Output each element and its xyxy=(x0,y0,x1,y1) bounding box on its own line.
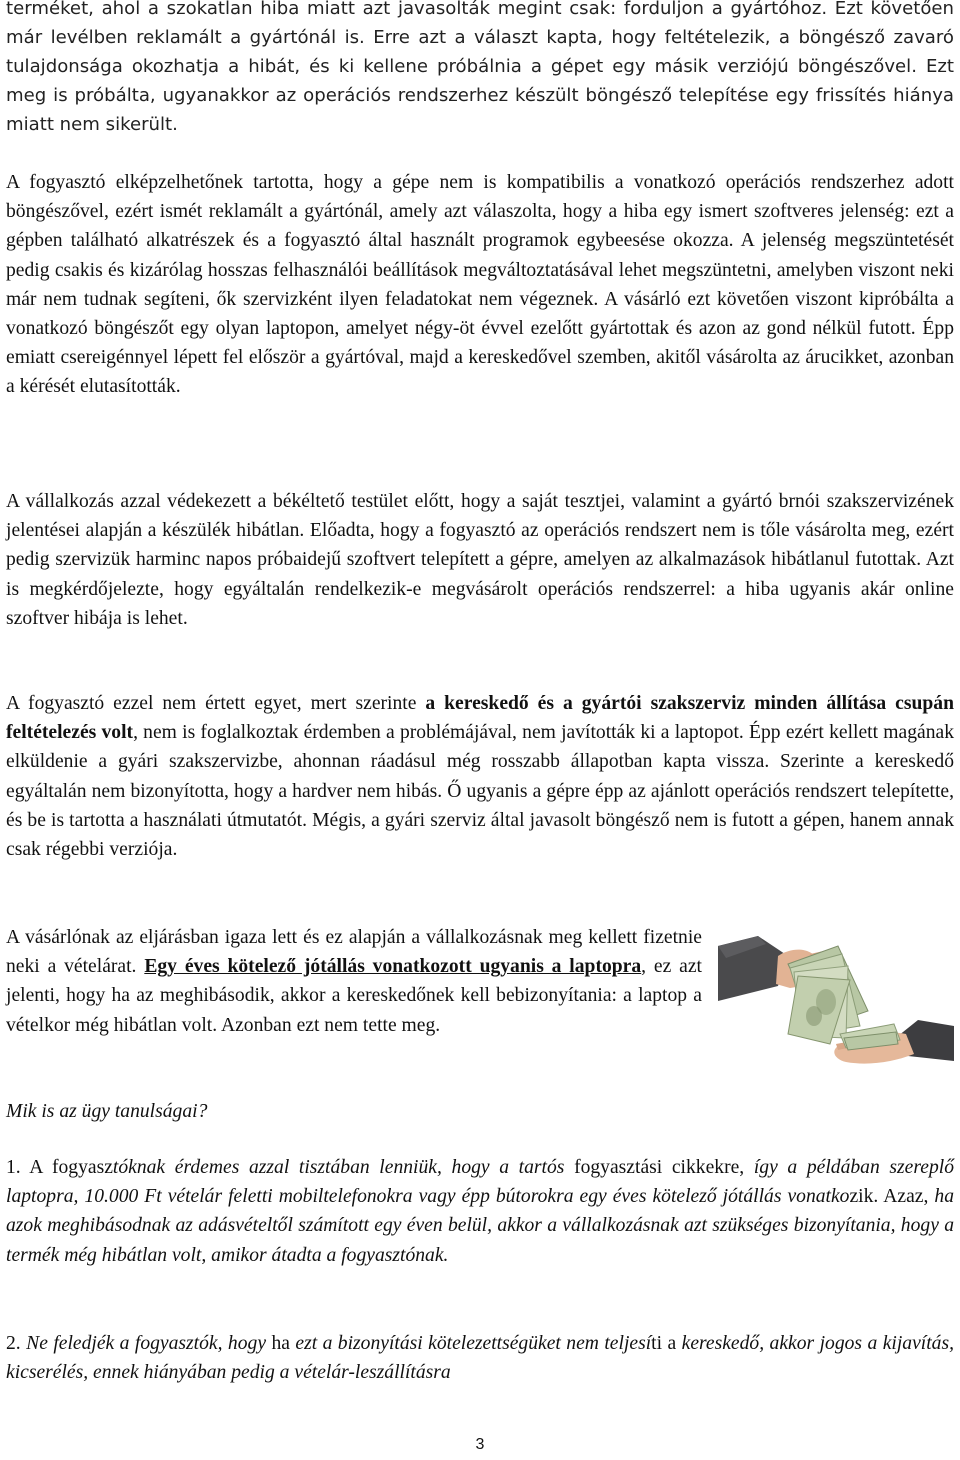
paragraph-outcome xyxy=(6,923,702,1040)
lesson-item-1 xyxy=(6,1153,954,1270)
lesson-1-text-4: zik. Azaz, xyxy=(849,1186,935,1208)
lesson-2-number: 2. xyxy=(6,1333,27,1354)
lesson-2-text-2: ha xyxy=(271,1333,296,1354)
lesson-1-text-2: fogyasztási cikkekre, xyxy=(574,1157,754,1178)
lesson-1-number: 1. A fogyasz xyxy=(6,1157,113,1178)
paragraph-compatibility: A fogyasztó elképzelhetőnek tartotta, hogy a gépe nem is kompatibilis a vonatkozó operációs rendszerhez adott böngészővel, ezért ismét reklamált a gyártónál, amely azt válaszolta, hogy a hiba egy ismert szoftveres jelenség: ezt a gépben található alkatrészek és a fogyasztó által használt programok egybeesése okozza. A jelenség megszüntetését pedig csakis és kizárólag hosszas felhasználói beállítások megváltoztatásával lehet megszüntetni, amelyben viszont neki már nem tudnak segíteni, ők szervizként ilyen feladatokat nem végeznek. A vásárló ezt követően viszont kipróbálta a vonatkozó böngészőt egy olyan laptopon, amelyet négy-öt évvel ezelőtt gyártottak és azon az gond nélkül futott. Épp emiatt csereigénnyel lépett fel először a gyártóval, majd a kereskedővel szemben, akitől vásárolta az árucikket, azonban a kérését elutasították. xyxy=(6,172,954,398)
lesson-1-text-1: tóknak érdemes azzal tisztában lenniük, hogy a tartós xyxy=(112,1157,575,1178)
lesson-1-text-5: ha azok meghibásodnak az adásvételtől számított egy éven belül, akkor a vállalkozásnak azt szükséges bizonyítania, hogy a termék még hibátlan volt, amikor átadta a fogyasztónak. xyxy=(6,1186,954,1266)
p4-text-2: , nem is foglalkoztak érdemben a problémájával, nem javították ki a laptopot. Épp ezért kellett magának elküldenie a gyári szakszervizbe, ahonnan ráadásul még rosszabb állapotban kapta vissza. Szerinte a kereskedő egyáltalán nem bizonyította, hogy a hardver nem hibás. Ő ugyanis a gépre épp az ajánlott operációs rendszert telepítette, és be is tartotta a használati útmutatót. Mégis, a gyári szerviz által javasolt böngésző nem is futott a gépen, hanem annak csak régebbi verziója. xyxy=(6,722,954,861)
lessons-title: Mik is az ügy tanulságai? xyxy=(6,1101,208,1122)
p4-text-1: A fogyasztó ezzel nem értett egyet, mert szerinte xyxy=(6,693,426,714)
paragraph-consumer-argument xyxy=(6,689,954,864)
paragraph-business-defense: A vállalkozás azzal védekezett a békéltető testület előtt, hogy a saját tesztjei, valamint a gyártó brnói szakszervizének jelentései alapján a készülék hibátlan. Előadta, hogy a fogyasztó az operációs rendszert nem is tőle vásárolta meg, ezért pedig szervizük harminc napos próbaidejű szoftvert telepített a gépre, amelyen az alkalmazások hibátlanul futottak. Azt is megkérdőjelezte, hogy egyáltalán rendelkezik-e megvásárolt operációs rendszerrel: a hiba ugyanis akár online szoftver hibája is lehet. xyxy=(6,491,954,629)
p5-warranty-emphasis: Egy éves kötelező jótállás vonatkozott ugyanis a laptopra xyxy=(144,956,642,978)
p5-text-1: A vásárlónak az eljárásban igaza lett és ez alapján a vállalkozásnak meg kellett fizetnie neki a vételárat. xyxy=(6,927,702,978)
lesson-2-text-5: kereskedő, akkor jogos a kijavítás, kicserélés, ennek hiányában pedig a vételár-leszállításra xyxy=(6,1333,954,1384)
paragraph-continuation: terméket, ahol a szokatlan hiba miatt azt javasolták megint csak: forduljon a gyártóhoz. Ezt követően már levélben reklamált a gyártónál is. Erre azt a választ kapta, hogy feltételezik, a böngésző zavaró tulajdonsága okozhatja a hibát, és ki kellene próbálnia a gépet egy másik verziójú böngészővel. Ezt meg is próbálta, ugyanakkor az operációs rendszerhez készült böngésző telepítése egy frissítés hiánya miatt nem sikerült. xyxy=(6,0,954,135)
page-number: 3 xyxy=(475,1436,485,1453)
p4-bold-claim: a kereskedő és a gyártói szakszerviz minden állítása csupán feltételezés volt xyxy=(6,693,954,744)
p5-text-2: , ez azt jelenti, hogy ha az meghibásodik, akkor a kereskedőnek kell bebizonyítania: a laptop a vételkor még hibátlan volt. Azonban ezt nem tette meg. xyxy=(6,956,702,1036)
money-hands-illustration xyxy=(718,916,954,1072)
lesson-2-text-3: ezt a bizonyítási kötelezettségüket nem teljesí xyxy=(295,1333,652,1354)
lesson-item-2 xyxy=(6,1329,954,1387)
lesson-1-text-3: így a példában szereplő laptopra, 10.000 Ft vételár feletti mobiltelefonokra vagy épp bútorokra egy éves kötelező jótállás vonatko xyxy=(6,1157,954,1208)
lesson-2-text-4: ti a xyxy=(651,1333,682,1354)
lesson-2-text-1: Ne feledjék a fogyasztók, hogy xyxy=(26,1333,272,1354)
hands-exchanging-money-photo xyxy=(718,916,954,1072)
